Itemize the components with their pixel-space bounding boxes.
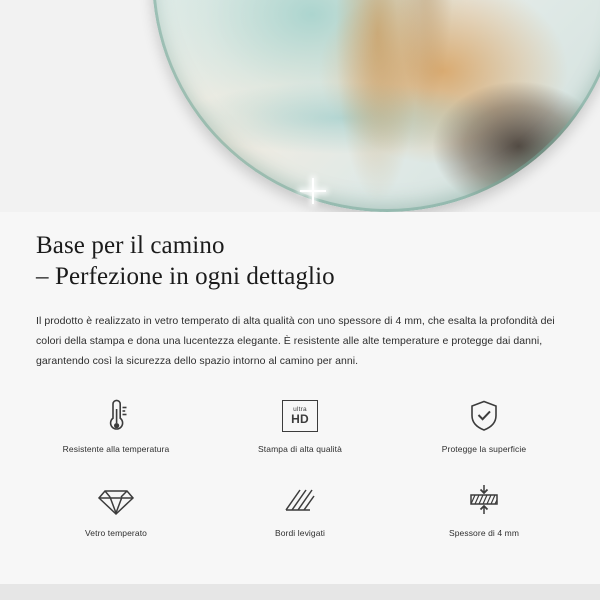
content-area <box>0 212 600 600</box>
feature-label: Resistente alla temperatura <box>62 444 170 454</box>
feature-item-temperature <box>24 394 208 470</box>
hero-image <box>0 0 600 212</box>
feature-item-polished-edges <box>208 478 392 554</box>
headline-line-1: Base per il camino <box>36 232 225 259</box>
feature-item-surface-protection <box>392 394 576 470</box>
ultra-hd-badge-bottom: HD <box>291 412 309 427</box>
feature-item-print-quality <box>208 394 392 470</box>
footer-bar <box>0 584 600 600</box>
feature-item-tempered-glass <box>24 478 208 554</box>
feature-label: Vetro temperato <box>85 528 147 538</box>
feature-label: Stampa di alta qualità <box>258 444 342 454</box>
glass-plate-image <box>152 0 600 212</box>
shield-check-icon <box>466 394 502 438</box>
diamond-icon <box>97 478 135 522</box>
thermometer-icon <box>98 394 134 438</box>
feature-grid <box>24 394 576 554</box>
ultra-hd-icon <box>282 394 318 438</box>
feature-label: Bordi levigati <box>274 528 326 538</box>
ultra-hd-badge-top: ultra <box>293 405 307 413</box>
feature-label: Protegge la superficie <box>441 444 527 454</box>
headline-line-2: – Perfezione in ogni dettaglio <box>36 263 335 290</box>
feature-item-thickness <box>392 478 576 554</box>
thickness-arrows-icon <box>464 478 504 522</box>
polished-edges-icon <box>280 478 320 522</box>
feature-label: Spessore di 4 mm <box>448 528 520 538</box>
description-paragraph: Il prodotto è realizzato in vetro temperato di alta qualità con uno spessore di 4 mm, che esalta la profondità dei colori della stampa e dona una lucentezza elegante. È resistente alle alte temperature e protegge dai danni, garantendo così la sicurezza dello spazio intorno al camino per anni. <box>36 315 555 367</box>
page-title <box>36 230 576 292</box>
